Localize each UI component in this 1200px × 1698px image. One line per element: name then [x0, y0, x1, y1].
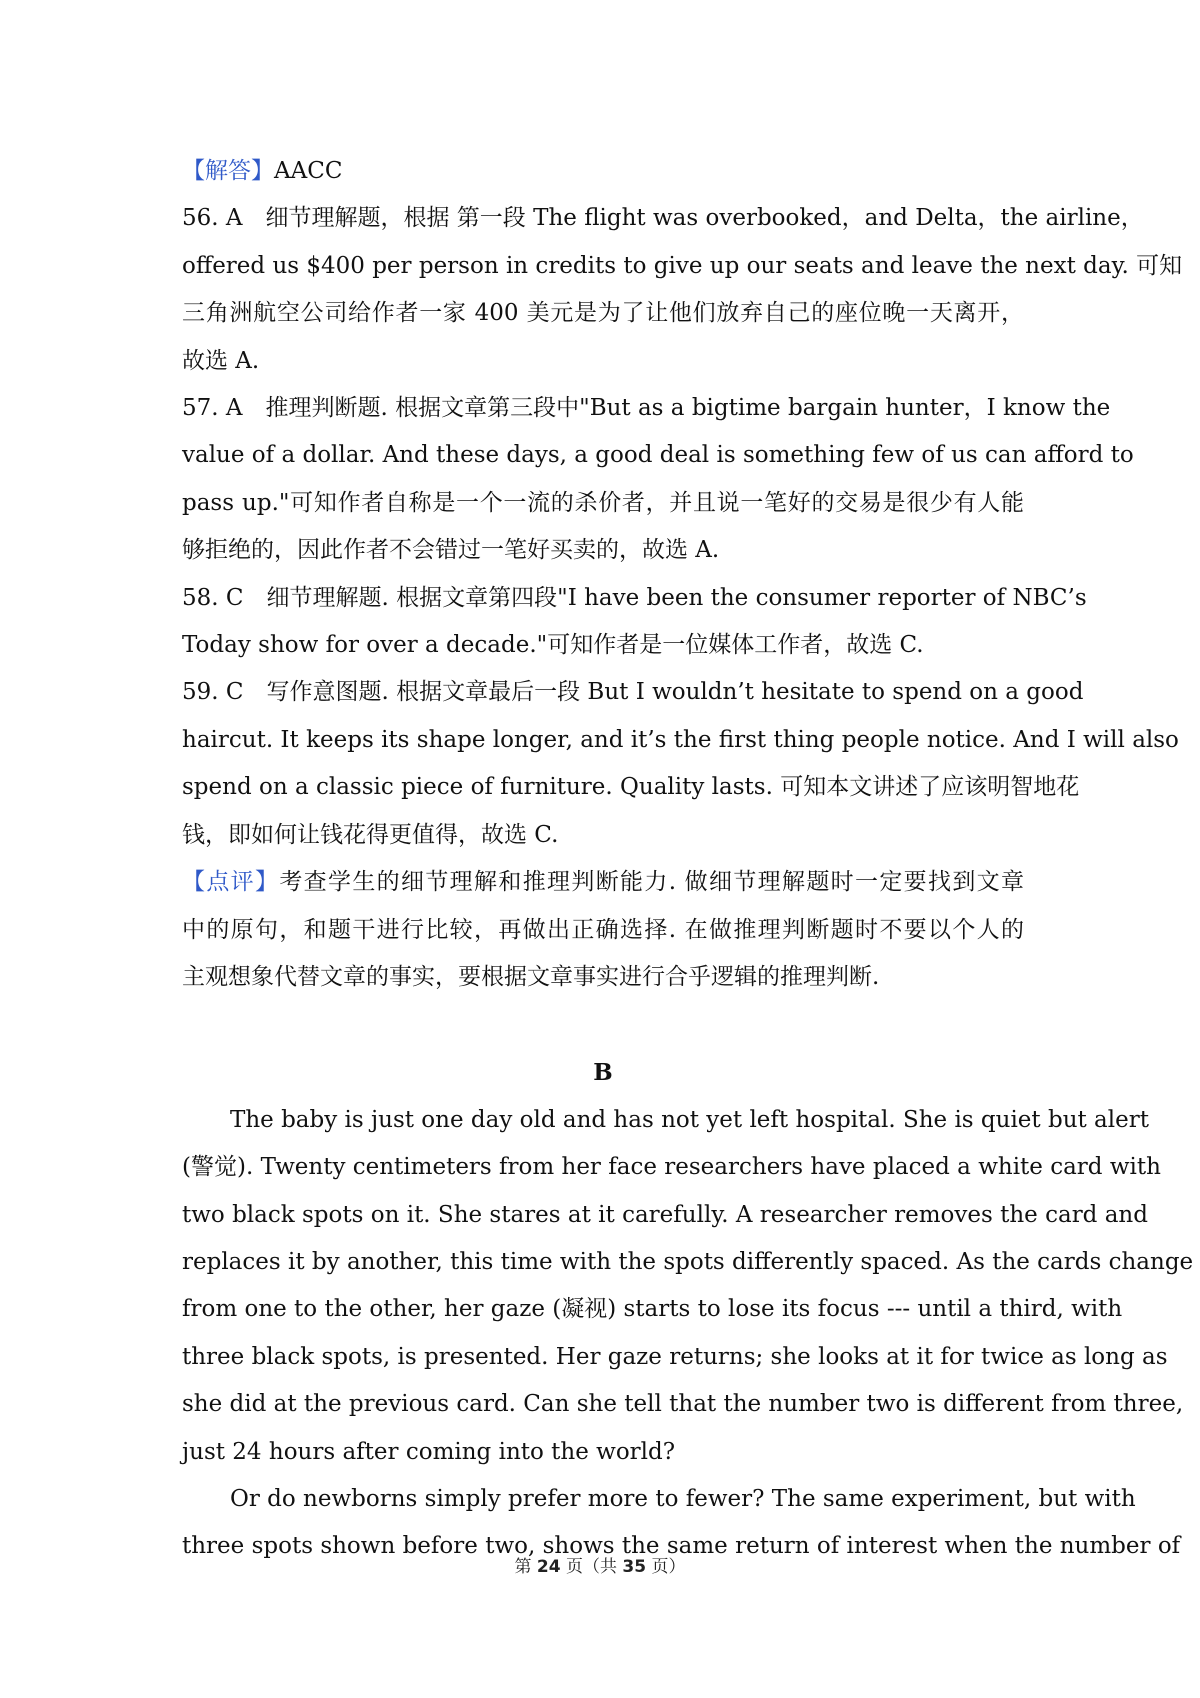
- answer-item-57: [182, 385, 1134, 575]
- section-heading: B: [593, 1059, 613, 1087]
- page-footer: [0, 1552, 1200, 1577]
- text-line: 中的原句，和题干进行比较，再做出正确选择. 在做推理判断题时不要以个人的: [182, 916, 1024, 943]
- text-line: Today show for over a decade."可知作者是一位媒体工作者，故选 C.: [182, 632, 924, 659]
- text-line: 钱，即如何让钱花得更值得，故选 C.: [182, 821, 559, 848]
- text-line: 故选 A.: [182, 347, 260, 374]
- footer-suffix: 页）: [646, 1557, 686, 1577]
- text-line: spend on a classic piece of furniture. Quality lasts. 可知本文讲述了应该明智地花: [182, 774, 1080, 801]
- text-line: value of a dollar. And these days, a good deal is something few of us can afford to: [182, 442, 1134, 469]
- footer-prefix: 第: [514, 1557, 537, 1577]
- text-line: three spots shown before two, shows the same return of interest when the number of: [182, 1533, 1181, 1560]
- text-line: just 24 hours after coming into the world?: [182, 1438, 676, 1465]
- text-line: she did at the previous card. Can she tell that the number two is different from three,: [182, 1391, 1184, 1418]
- passage-paragraph-1: [182, 1097, 1194, 1476]
- text-line: 58. C 细节理解题. 根据文章第四段"I have been the consumer reporter of NBC’s: [182, 584, 1087, 611]
- answer-header: [182, 148, 1024, 195]
- answer-value: AACC: [274, 158, 343, 184]
- comment-text: 考查学生的细节理解和推理判断能力. 做细节理解题时一定要找到文章: [279, 869, 1025, 896]
- text-line: 57. A 推理判断题. 根据文章第三段中"But as a bigtime bargain hunter，I know the: [182, 395, 1111, 422]
- text-line: haircut. It keeps its shape longer, and it’s the first thing people notice. And I will also: [182, 726, 1179, 753]
- text-line: 主观想象代替文章的事实，要根据文章事实进行合乎逻辑的推理判断.: [182, 963, 880, 990]
- text-line: 够拒绝的，因此作者不会错过一笔好买卖的，故选 A.: [182, 537, 720, 564]
- text-line: Or do newborns simply prefer more to fewer? The same experiment, but with: [230, 1485, 1136, 1512]
- text-line: pass up."可知作者自称是一个一流的杀价者，并且说一笔好的交易是很少有人能: [182, 489, 1024, 516]
- footer-total-pages: 35: [622, 1557, 647, 1577]
- footer-page-number: 24: [536, 1557, 561, 1577]
- comment-block: [182, 859, 1024, 1001]
- text-line: (警觉). Twenty centimeters from her face researchers have placed a white card with: [182, 1154, 1161, 1181]
- text-line: from one to the other, her gaze (凝视) starts to lose its focus --- until a third, with: [182, 1296, 1123, 1323]
- text-line: 59. C 写作意图题. 根据文章最后一段 But I wouldn’t hesitate to spend on a good: [182, 679, 1084, 706]
- text-line: offered us $400 per person in credits to give up our seats and leave the next day. 可知: [182, 252, 1183, 279]
- answer-item-58: [182, 575, 1087, 670]
- comment-first-line: [182, 859, 1024, 906]
- answer-label: 【解答】: [182, 158, 274, 184]
- footer-middle: 页（共: [560, 1557, 623, 1577]
- spacer: [182, 1001, 1024, 1049]
- text-line: 56. A 细节理解题，根据 第一段 The flight was overbooked，and Delta，the airline，: [182, 205, 1144, 232]
- text-line: three black spots, is presented. Her gaze returns; she looks at it for twice as long as: [182, 1343, 1168, 1370]
- comment-label: 【点评】: [182, 869, 280, 896]
- answer-item-59: [182, 669, 1179, 859]
- text-line: two black spots on it. She stares at it carefully. A researcher removes the card and: [182, 1201, 1148, 1228]
- answer-item-56: [182, 195, 1183, 385]
- text-line: replaces it by another, this time with the spots differently spaced. As the cards change: [182, 1248, 1194, 1275]
- document-page: [182, 148, 1194, 1571]
- text-line: The baby is just one day old and has not yet left hospital. She is quiet but alert: [230, 1106, 1149, 1133]
- text-line: 三角洲航空公司给作者一家 400 美元是为了让他们放弃自己的座位晚一天离开，: [182, 300, 1024, 327]
